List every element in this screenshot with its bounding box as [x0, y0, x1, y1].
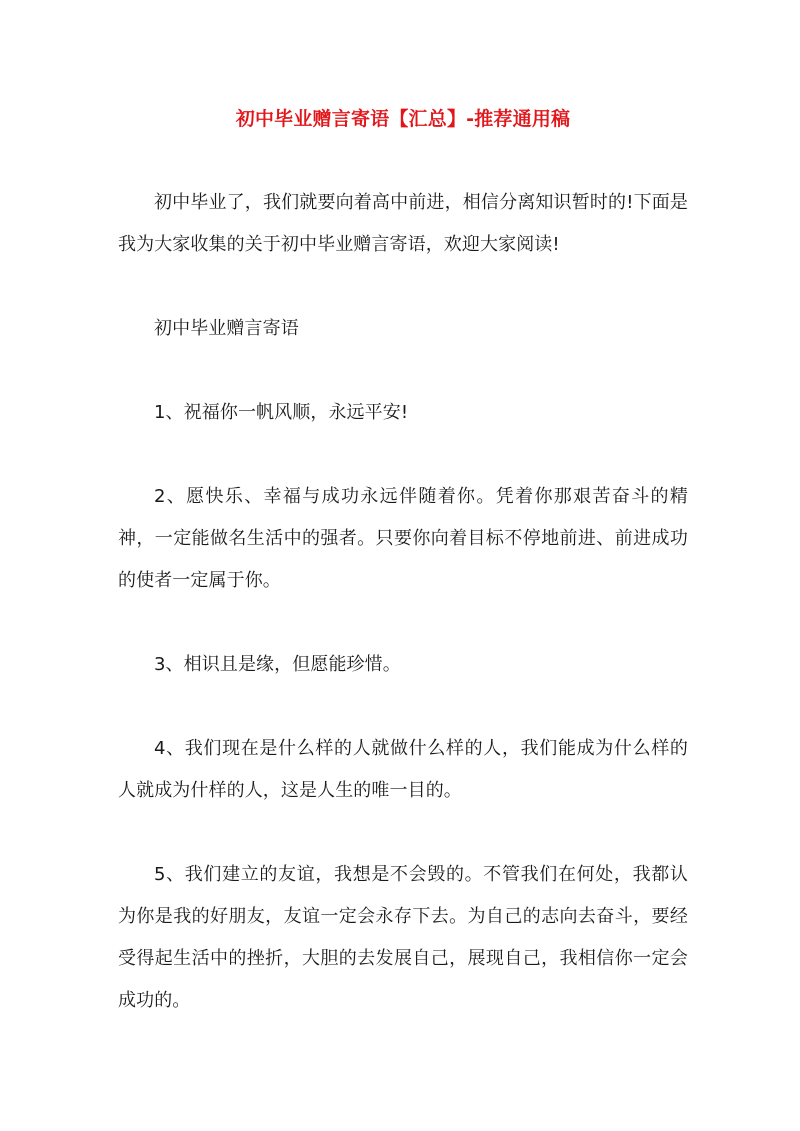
list-item-1: 1、祝福你一帆风顺，永远平安!: [154, 402, 409, 423]
spacer: [118, 812, 688, 854]
spacer: [118, 434, 688, 476]
spacer: [118, 602, 688, 644]
list-item-5: 5、我们建立的友谊，我想是不会毁的。不管我们在何处，我都认为你是我的好朋友，友谊一定会永存下去。为自己的志向去奋斗，要经受得起生活中的挫折，大胆的去发展自己，展现自己，我相信你一定会成功的。: [118, 864, 688, 1011]
document-title: 初中毕业赠言寄语【汇总】-推荐通用稿: [235, 108, 571, 130]
section-heading: 初中毕业赠言寄语: [154, 318, 299, 339]
intro-paragraph: 初中毕业了，我们就要向着高中前进，相信分离知识暂时的!下面是我为大家收集的关于初中毕业赠言寄语，欢迎大家阅读!: [118, 192, 688, 255]
spacer: [118, 266, 688, 308]
list-item-3: 3、相识且是缘，但愿能珍惜。: [154, 654, 401, 675]
list-item-2: 2、愿快乐、幸福与成功永远伴随着你。凭着你那艰苦奋斗的精神，一定能做名生活中的强者。只要你向着目标不停地前进、前进成功的使者一定属于你。: [118, 486, 688, 591]
spacer: [118, 134, 688, 182]
list-item-4: 4、我们现在是什么样的人就做什么样的人，我们能成为什么样的人就成为什样的人，这是人生的唯一目的。: [118, 738, 688, 801]
spacer: [118, 686, 688, 728]
spacer: [118, 350, 688, 392]
